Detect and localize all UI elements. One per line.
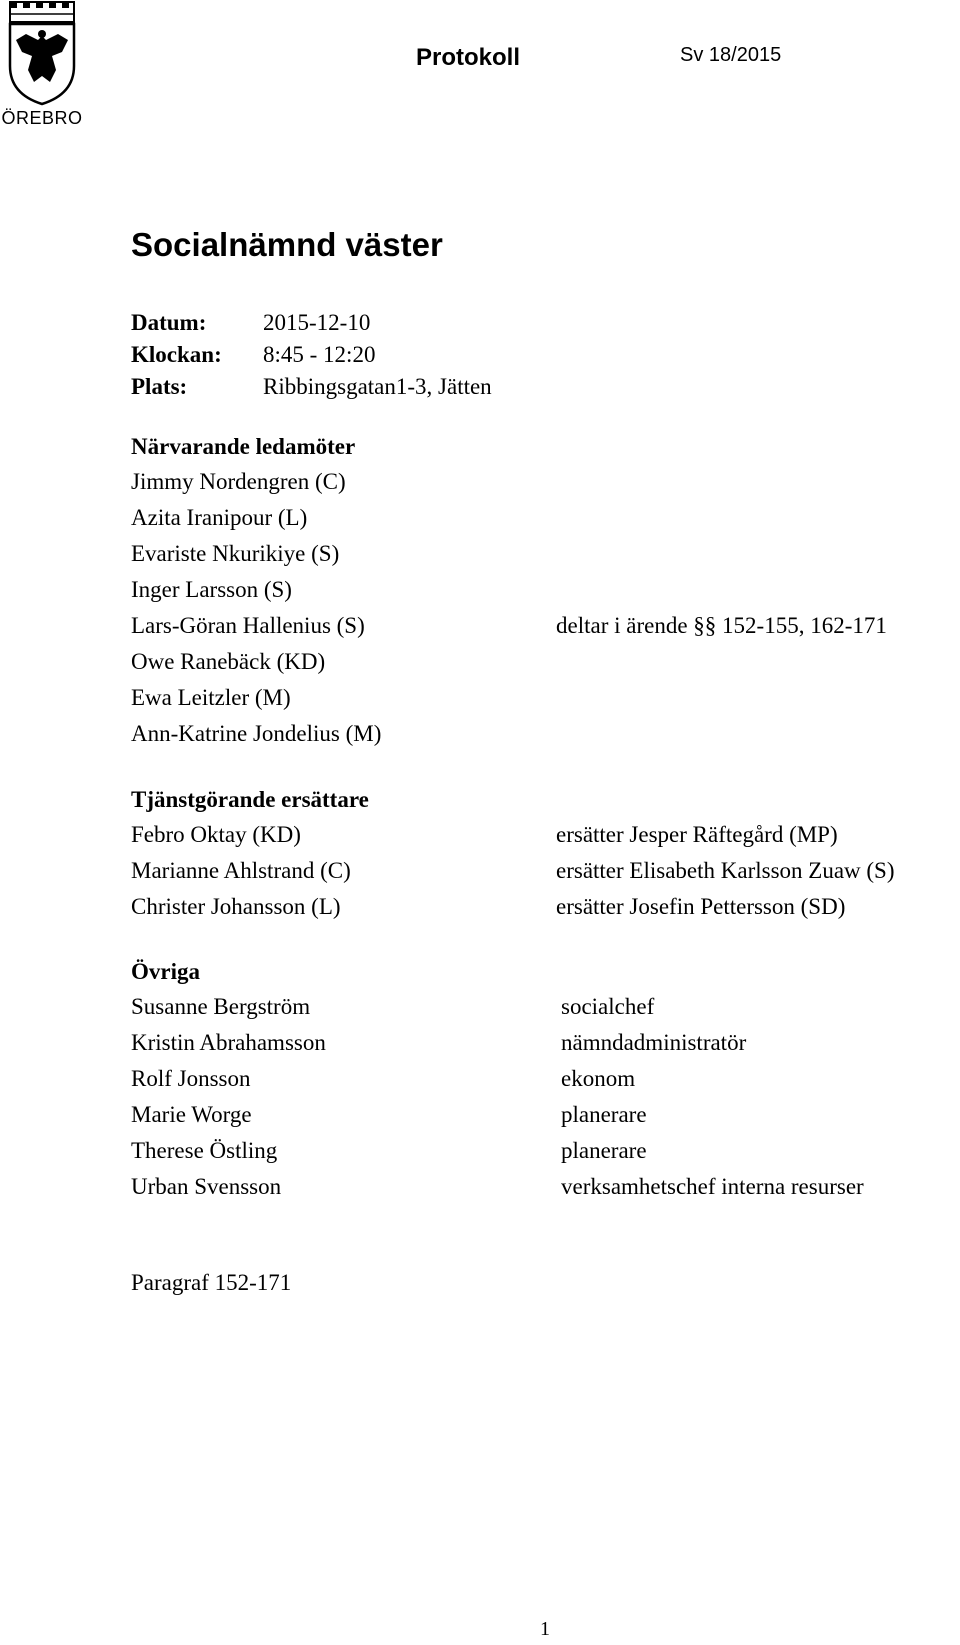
member-note: ersätter Jesper Räftegård (MP) <box>556 822 838 847</box>
person-role: ekonom <box>561 1066 636 1091</box>
meta-label: Datum: <box>131 310 207 335</box>
list-item <box>131 572 960 608</box>
list-item <box>131 716 960 752</box>
meta-value: 8:45 - 12:20 <box>263 342 376 367</box>
section-serving-substitutes <box>131 783 960 925</box>
person-name: Therese Östling <box>131 1138 278 1163</box>
member-name: Marianne Ahlstrand (C) <box>131 858 351 883</box>
member-name: Jimmy Nordengren (C) <box>131 469 346 494</box>
paragraph-reference: Paragraf 152-171 <box>131 1270 292 1295</box>
document-type: Protokoll <box>416 44 521 71</box>
meta-label: Klockan: <box>131 342 222 367</box>
list-item <box>131 1061 960 1097</box>
person-role: verksamhetschef interna resurser <box>561 1174 864 1199</box>
list-item <box>131 644 960 680</box>
page-title: Socialnämnd väster <box>131 226 443 263</box>
list-item <box>131 536 960 572</box>
person-name: Kristin Abrahamsson <box>131 1030 326 1055</box>
list-item <box>131 464 960 500</box>
list-item <box>131 1169 960 1205</box>
list-item <box>131 1097 960 1133</box>
person-role: nämndadministratör <box>561 1030 747 1055</box>
document-id: Sv 18/2015 <box>680 44 782 66</box>
member-name: Azita Iranipour (L) <box>131 505 308 530</box>
member-name: Evariste Nkurikiye (S) <box>131 541 340 566</box>
section-others <box>131 955 960 1205</box>
person-name: Susanne Bergström <box>131 994 311 1019</box>
member-name: Lars-Göran Hallenius (S) <box>131 613 365 638</box>
member-name: Owe Ranebäck (KD) <box>131 649 326 674</box>
section-heading: Tjänstgörande ersättare <box>131 787 369 812</box>
person-name: Urban Svensson <box>131 1174 282 1199</box>
page-number: 1 <box>540 1618 550 1640</box>
list-item <box>131 889 960 925</box>
member-note: ersätter Josefin Pettersson (SD) <box>556 894 846 919</box>
person-name: Marie Worge <box>131 1102 252 1127</box>
person-role: socialchef <box>561 994 655 1019</box>
person-role: planerare <box>561 1102 647 1127</box>
member-note: ersätter Elisabeth Karlsson Zuaw (S) <box>556 858 895 883</box>
list-item <box>131 853 960 889</box>
meta-value: 2015-12-10 <box>263 310 371 335</box>
person-name: Rolf Jonsson <box>131 1066 251 1091</box>
person-role: planerare <box>561 1138 647 1163</box>
list-item <box>131 680 960 716</box>
member-name: Ewa Leitzler (M) <box>131 685 291 710</box>
list-item <box>131 500 960 536</box>
member-name: Febro Oktay (KD) <box>131 822 301 847</box>
list-item <box>131 989 960 1025</box>
section-heading: Övriga <box>131 959 200 984</box>
orebro-logo <box>0 0 84 130</box>
member-name: Ann-Katrine Jondelius (M) <box>131 721 382 746</box>
orebro-coat-of-arms-icon <box>6 0 78 106</box>
member-name: Inger Larsson (S) <box>131 577 292 602</box>
list-item <box>131 1133 960 1169</box>
list-item <box>131 1025 960 1061</box>
meta-label: Plats: <box>131 374 188 399</box>
section-present-members <box>131 430 960 752</box>
member-name: Christer Johansson (L) <box>131 894 341 919</box>
list-item <box>131 817 960 853</box>
logo-wordmark: ÖREBRO <box>1 108 83 128</box>
meta-value: Ribbingsgatan1-3, Jätten <box>263 374 492 399</box>
section-heading: Närvarande ledamöter <box>131 434 356 459</box>
member-note: deltar i ärende §§ 152-155, 162-171 <box>556 613 887 638</box>
list-item <box>131 608 960 644</box>
